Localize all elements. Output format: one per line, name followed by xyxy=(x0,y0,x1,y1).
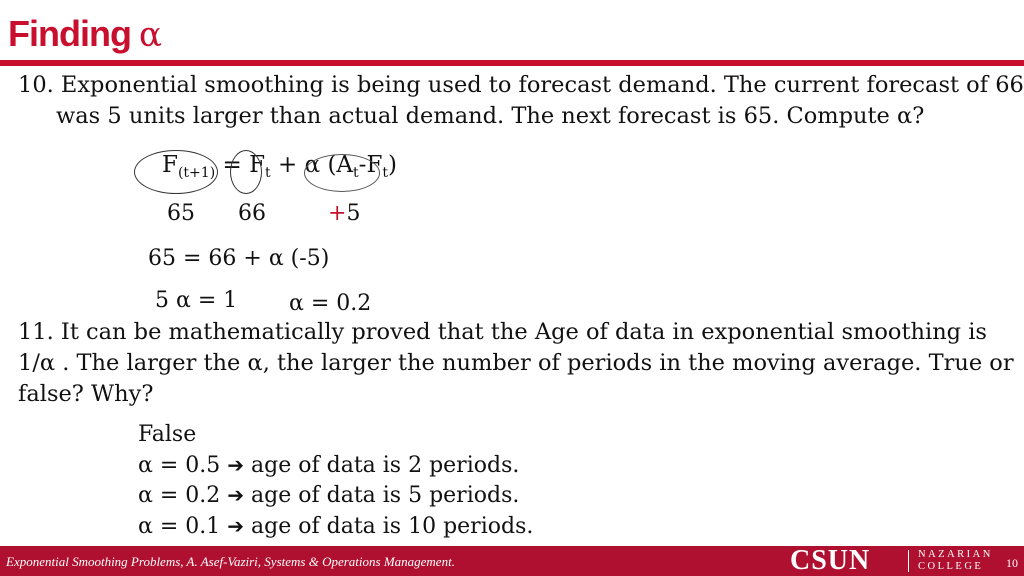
footer-citation: Exponential Smoothing Problems, A. Asef-Vaziri, Systems & Operations Management. xyxy=(6,554,455,569)
formula-next-forecast: $F_{(t+1)}$ xyxy=(162,152,216,181)
error-term-circle xyxy=(304,154,380,192)
equation-step-1: 65 = 66 + α (-5) xyxy=(148,246,330,271)
answer-row xyxy=(138,511,533,542)
right-arrow-icon: ➔ xyxy=(227,453,245,477)
formula-current-forecast: $F_t$ xyxy=(249,152,271,181)
answer-text: age of data is 2 periods. xyxy=(251,453,520,478)
question-11-line-1: 11. It can be mathematically proved that the Age of data in exponential smoothing is xyxy=(18,319,987,345)
page-number: 10 xyxy=(1006,556,1018,570)
equation-step-2: 5 α = 1 xyxy=(155,288,238,313)
right-arrow-icon: ➔ xyxy=(227,514,245,538)
question-10-line-1: 10. Exponential smoothing is being used to forecast demand. The current forecast of 66 xyxy=(18,72,1024,98)
formula-equals: = xyxy=(222,152,242,178)
next-forecast-circle xyxy=(134,150,218,194)
csun-logo: CSUN xyxy=(790,545,871,576)
footer-bar xyxy=(0,546,1024,576)
formula-plus: + xyxy=(277,152,298,178)
page-title xyxy=(8,12,161,57)
answer-text: age of data is 5 periods. xyxy=(251,483,520,508)
value-current-forecast: 66 xyxy=(238,201,266,226)
title-divider xyxy=(0,60,1024,66)
answer-alpha: α = 0.2 xyxy=(138,483,221,508)
title-alpha-symbol: α xyxy=(138,15,161,55)
answer-row xyxy=(138,480,519,511)
answer-alpha: α = 0.5 xyxy=(138,453,221,478)
answer-row xyxy=(138,450,519,481)
nazarian-college-logo: NAZARIAN COLLEGE xyxy=(918,549,993,572)
answer-verdict: False xyxy=(138,422,197,447)
value-error: +5 xyxy=(328,201,361,226)
logo-divider xyxy=(908,550,909,572)
error-sign: + xyxy=(328,201,347,226)
value-next-forecast: 65 xyxy=(167,201,195,226)
question-11-line-3: false? Why? xyxy=(18,381,154,407)
alpha-result: α = 0.2 xyxy=(289,291,372,316)
answer-alpha: α = 0.1 xyxy=(138,514,221,539)
answer-text: age of data is 10 periods. xyxy=(251,514,534,539)
question-10-line-2: was 5 units larger than actual demand. The next forecast is 65. Compute α? xyxy=(56,103,925,129)
formula-error-term: $(A_t-F_t)$ xyxy=(327,152,398,181)
title-text: Finding xyxy=(8,13,131,54)
current-forecast-circle xyxy=(230,150,262,194)
question-11-line-2: 1/α . The larger the α, the larger the number of periods in the moving average. True or xyxy=(18,350,1014,376)
formula-alpha: α xyxy=(304,152,321,178)
right-arrow-icon: ➔ xyxy=(227,483,245,507)
